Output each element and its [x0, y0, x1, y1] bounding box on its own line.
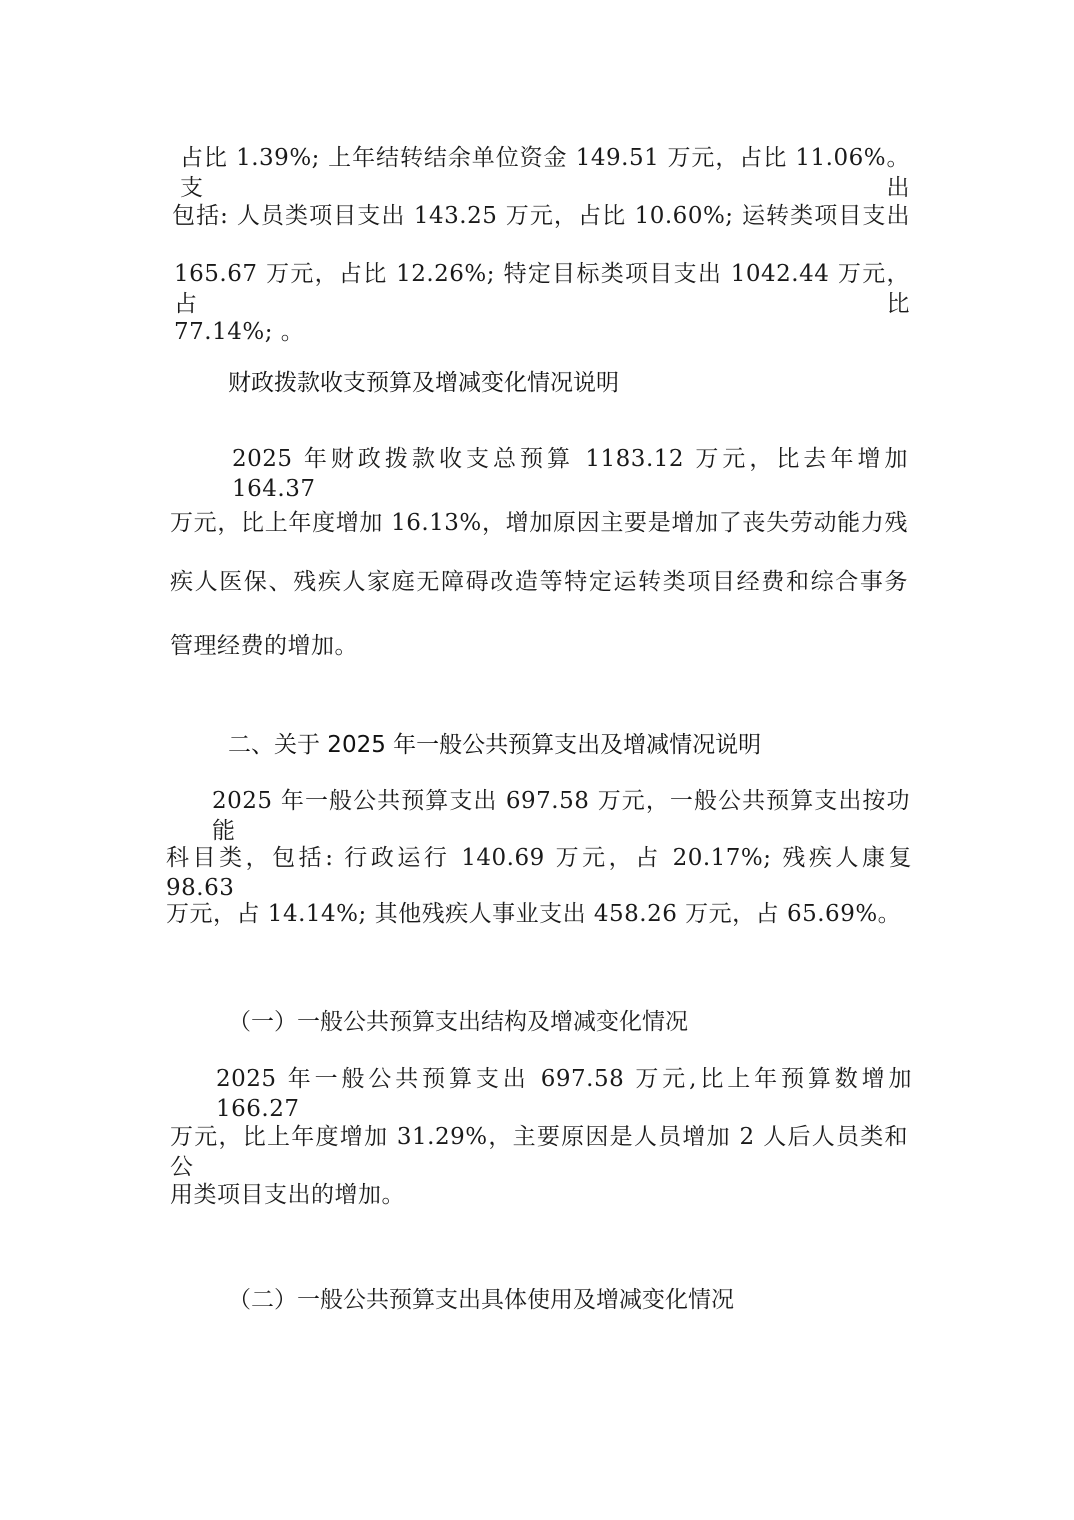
paragraph-line: 占比 1.39%; 上年结转结余单位资金 149.51 万元，占比 11.06%。支出 — [180, 145, 910, 201]
paragraph-line: 科目类，包括: 行政运行 140.69 万元，占 20.17%; 残疾人康复 98.63 — [166, 845, 912, 901]
paragraph-line: 疾人医保、残疾人家庭无障碍改造等特定运转类项目经费和综合事务 — [170, 569, 908, 595]
paragraph-line: 77.14%; 。 — [174, 319, 305, 345]
section-heading: 二、关于 2025 年一般公共预算支出及增减情况说明 — [228, 732, 762, 758]
paragraph-line: 2025 年财政拨款收支总预算 1183.12 万元，比去年增加 164.37 — [232, 446, 908, 502]
paragraph-line: 用类项目支出的增加。 — [170, 1182, 405, 1208]
paragraph-line: 万元，比上年度增加 16.13%，增加原因主要是增加了丧失劳动能力残 — [170, 510, 908, 536]
paragraph-line: 2025 年一般公共预算支出 697.58 万元，一般公共预算支出按功能 — [212, 788, 910, 844]
subsection-heading: （二）一般公共预算支出具体使用及增减变化情况 — [228, 1287, 734, 1313]
paragraph-line: 包括: 人员类项目支出 143.25 万元，占比 10.60%; 运转类项目支出 — [172, 203, 910, 229]
paragraph-line: 管理经费的增加。 — [170, 633, 358, 659]
paragraph-line: 2025 年一般公共预算支出 697.58 万元,比上年预算数增加 166.27 — [216, 1066, 912, 1122]
section-heading: 财政拨款收支预算及增减变化情况说明 — [228, 370, 619, 396]
paragraph-line: 165.67 万元，占比 12.26%; 特定目标类项目支出 1042.44 万元，占比 — [174, 261, 910, 317]
paragraph-line: 万元，比上年度增加 31.29%，主要原因是人员增加 2 人后人员类和公 — [170, 1124, 908, 1180]
paragraph-line: 万元，占 14.14%; 其他残疾人事业支出 458.26 万元，占 65.69%。 — [166, 901, 902, 927]
subsection-heading: （一）一般公共预算支出结构及增减变化情况 — [228, 1009, 688, 1035]
